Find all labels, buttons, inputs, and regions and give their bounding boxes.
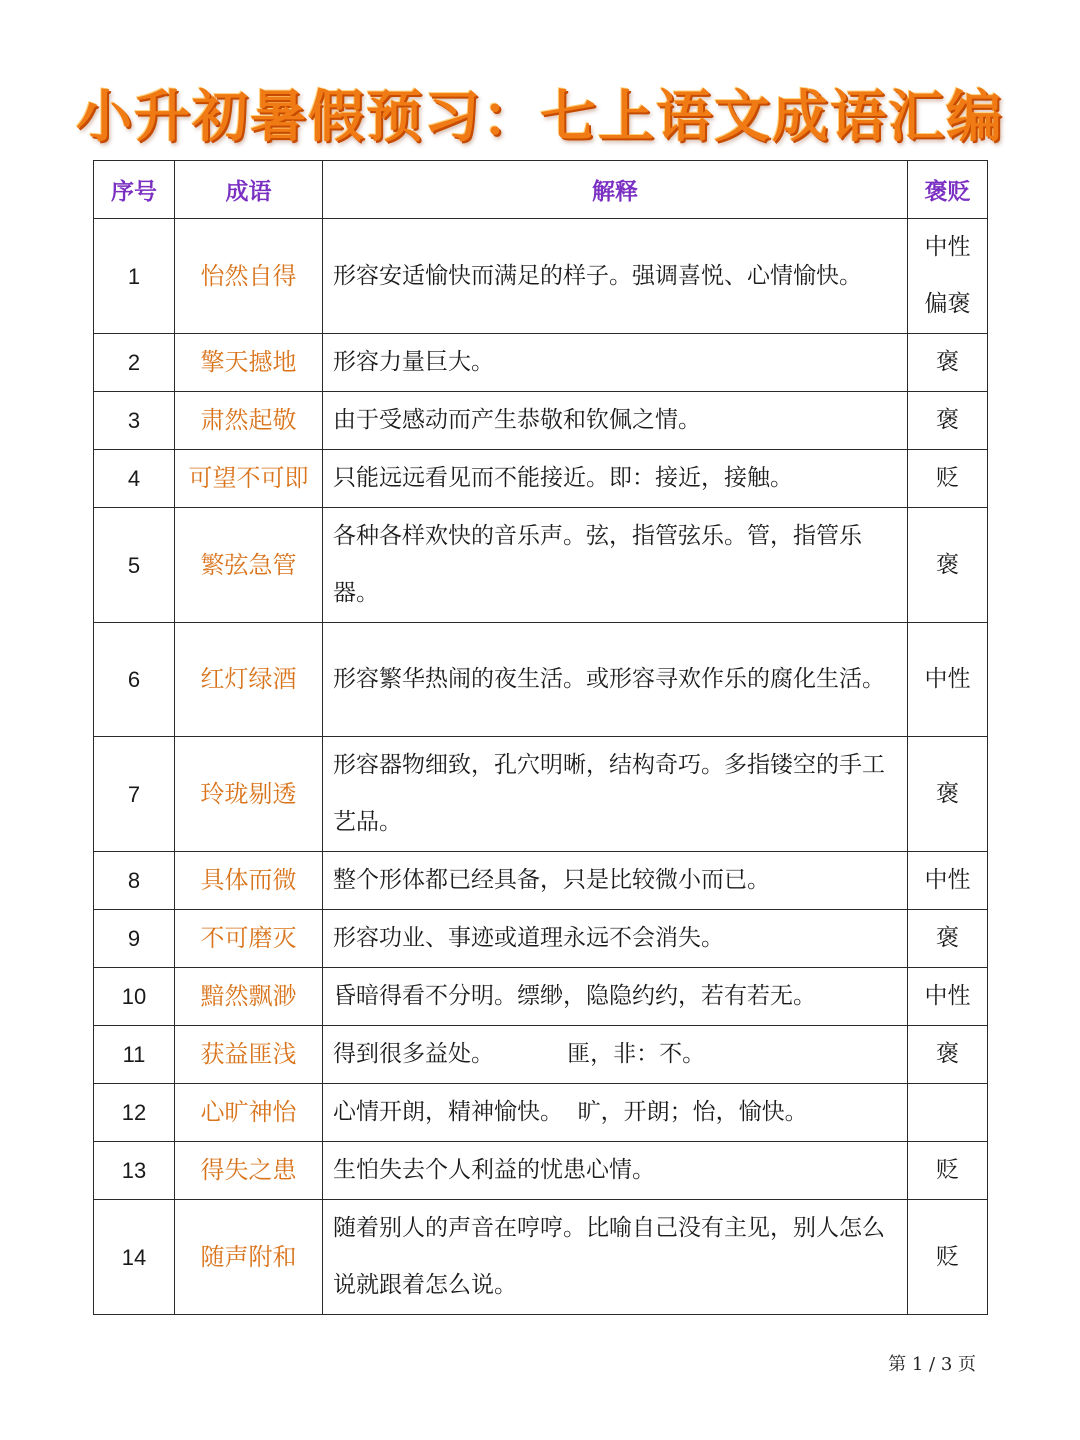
- sentiment-label: 贬: [936, 1157, 959, 1183]
- sentiment-cell: [908, 334, 988, 392]
- idiom-table: [93, 160, 988, 1315]
- header-idiom: 成语: [175, 161, 323, 219]
- idiom-cell: 红灯绿酒: [175, 623, 323, 737]
- row-number: 2: [94, 334, 175, 392]
- table-row: [94, 1084, 988, 1142]
- sentiment-cell: [908, 450, 988, 508]
- page-footer: 第 1 / 3 页: [888, 1354, 976, 1375]
- sentiment-cell: [908, 508, 988, 623]
- explanation-cell: 形容器物细致，孔穴明晰，结构奇巧。多指镂空的手工艺品。: [323, 737, 908, 852]
- idiom-cell: 心旷神怡: [175, 1084, 323, 1142]
- sentiment-cell: [908, 910, 988, 968]
- row-number: 6: [94, 623, 175, 737]
- sentiment-cell: [908, 1200, 988, 1315]
- header-num: 序号: [94, 161, 175, 219]
- idiom-cell: 获益匪浅: [175, 1026, 323, 1084]
- row-number: 1: [94, 219, 175, 334]
- table-header-row: [94, 161, 988, 219]
- explanation-cell: 心情开朗，精神愉快。 旷，开朗；怡，愉快。: [323, 1084, 908, 1142]
- table-row: [94, 219, 988, 334]
- table-row: [94, 508, 988, 623]
- table-row: [94, 968, 988, 1026]
- row-number: 9: [94, 910, 175, 968]
- sentiment-cell: [908, 852, 988, 910]
- table-row: [94, 737, 988, 852]
- table-row: [94, 1026, 988, 1084]
- row-number: 14: [94, 1200, 175, 1315]
- sentiment-cell: [908, 219, 988, 334]
- explanation-cell: 只能远远看见而不能接近。即：接近，接触。: [323, 450, 908, 508]
- table-row: [94, 910, 988, 968]
- idiom-cell: 肃然起敬: [175, 392, 323, 450]
- sentiment-label: 贬: [936, 1243, 959, 1270]
- sentiment-label: 褒: [936, 551, 959, 578]
- table-row: [94, 392, 988, 450]
- sentiment-cell: [908, 623, 988, 737]
- explanation-cell: 形容繁华热闹的夜生活。或形容寻欢作乐的腐化生活。: [323, 623, 908, 737]
- explanation-cell: 生怕失去个人利益的忧患心情。: [323, 1142, 908, 1200]
- table-body: [94, 219, 988, 1315]
- idiom-cell: 擎天撼地: [175, 334, 323, 392]
- sentiment-cell: [908, 737, 988, 852]
- sentiment-label: 中性: [924, 666, 971, 692]
- idiom-table-container: [93, 160, 987, 1315]
- row-number: 5: [94, 508, 175, 623]
- explanation-cell: 得到很多益处。 匪，非：不。: [323, 1026, 908, 1084]
- sentiment-label: 偏褒: [924, 291, 971, 317]
- sentiment-label: 中性: [924, 234, 971, 260]
- explanation-cell: 昏暗得看不分明。缥缈，隐隐约约，若有若无。: [323, 968, 908, 1026]
- table-row: [94, 450, 988, 508]
- sentiment-cell: [908, 1084, 988, 1142]
- row-number: 4: [94, 450, 175, 508]
- row-number: 8: [94, 852, 175, 910]
- row-number: 7: [94, 737, 175, 852]
- explanation-cell: 整个形体都已经具备，只是比较微小而已。: [323, 852, 908, 910]
- table-row: [94, 623, 988, 737]
- idiom-cell: 怡然自得: [175, 219, 323, 334]
- idiom-cell: 得失之患: [175, 1142, 323, 1200]
- header-explanation: 解释: [323, 161, 908, 219]
- row-number: 12: [94, 1084, 175, 1142]
- sentiment-cell: [908, 392, 988, 450]
- idiom-cell: 黯然飘渺: [175, 968, 323, 1026]
- explanation-cell: 由于受感动而产生恭敬和钦佩之情。: [323, 392, 908, 450]
- idiom-cell: 可望不可即: [175, 450, 323, 508]
- idiom-cell: 具体而微: [175, 852, 323, 910]
- header-sentiment: 褒贬: [908, 161, 988, 219]
- sentiment-label: 褒: [936, 780, 959, 807]
- sentiment-label: 贬: [936, 465, 959, 491]
- table-row: [94, 334, 988, 392]
- row-number: 13: [94, 1142, 175, 1200]
- row-number: 10: [94, 968, 175, 1026]
- table-row: [94, 1142, 988, 1200]
- sentiment-label: 褒: [936, 925, 959, 951]
- row-number: 11: [94, 1026, 175, 1084]
- table-row: [94, 852, 988, 910]
- page-title: 小升初暑假预习：七上语文成语汇编: [76, 85, 1004, 150]
- explanation-cell: 随着别人的声音在哼哼。比喻自己没有主见，别人怎么说就跟着怎么说。: [323, 1200, 908, 1315]
- explanation-cell: 各种各样欢快的音乐声。弦，指管弦乐。管，指管乐器。: [323, 508, 908, 623]
- table-row: [94, 1200, 988, 1315]
- idiom-cell: 繁弦急管: [175, 508, 323, 623]
- idiom-cell: 随声附和: [175, 1200, 323, 1315]
- sentiment-label: 中性: [924, 983, 971, 1009]
- idiom-cell: 不可磨灭: [175, 910, 323, 968]
- sentiment-cell: [908, 1142, 988, 1200]
- explanation-cell: 形容力量巨大。: [323, 334, 908, 392]
- sentiment-cell: [908, 1026, 988, 1084]
- sentiment-cell: [908, 968, 988, 1026]
- sentiment-label: 褒: [936, 349, 959, 375]
- explanation-cell: 形容功业、事迹或道理永远不会消失。: [323, 910, 908, 968]
- sentiment-label: 褒: [936, 407, 959, 433]
- row-number: 3: [94, 392, 175, 450]
- explanation-cell: 形容安适愉快而满足的样子。强调喜悦、心情愉快。: [323, 219, 908, 334]
- sentiment-label: 褒: [936, 1041, 959, 1067]
- idiom-cell: 玲珑剔透: [175, 737, 323, 852]
- sentiment-label: 中性: [924, 867, 971, 893]
